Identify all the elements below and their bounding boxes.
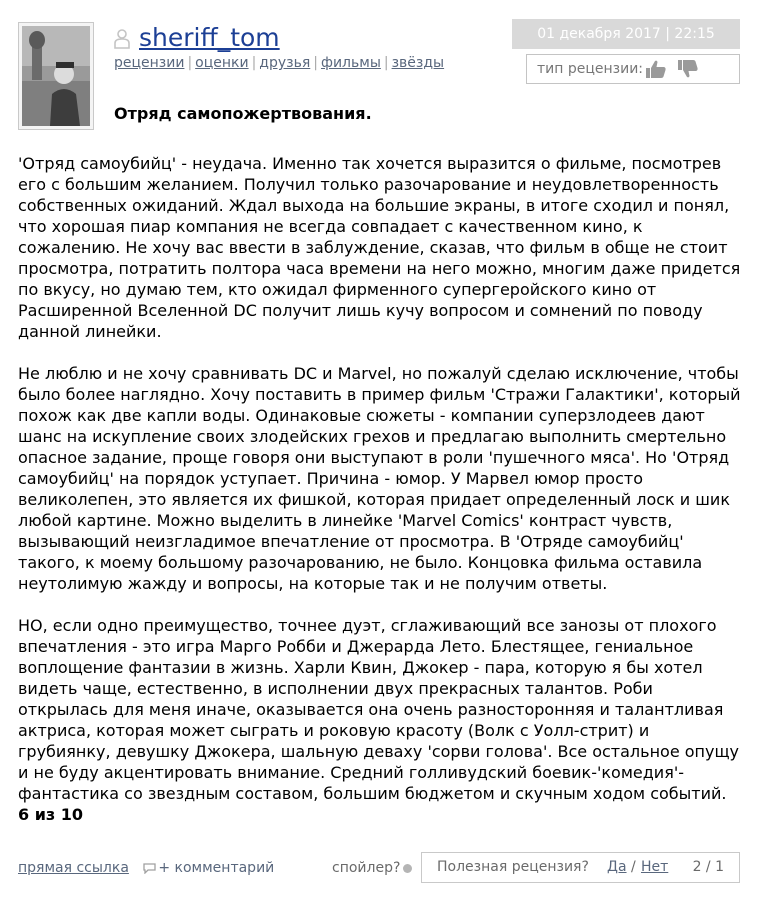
comment-icon (143, 863, 156, 874)
user-link-films[interactable]: фильмы (320, 55, 381, 71)
separator: | (187, 55, 193, 71)
vote-count: 2 / 1 (692, 859, 724, 875)
review-score: 6 из 10 (18, 805, 84, 824)
review-date: 01 декабря 2017 | 22:15 (512, 19, 740, 49)
review-paragraph: НО, если одно преимущество, точнее дуэт, сглаживающий все занозы от плохого впечатления - это игра Марго Робби и Джерарда Лето. Блестящее, гениальное воплощение фантазии в жизнь. Харли Квин, Джокер - пара, которую я бы хотел видеть чаще, естественно, в исполнении двух прекрасных талантов. Роби открылась для меня иначе, оказывается она очень разносторонняя и талантливая актриса, которая может сыграть и роковую красоту (Волк с Уолл-стрит) и грубиянку, девушку Джокера, шальную деваху 'сорви голова'. Все остальное опущу и не буду акцентировать внимание. Средний голливудский боевик-'комедия'-фантастика со звездным составом, большим бюджетом и скучным ходом событий. (18, 616, 740, 803)
thumbs-up-icon[interactable] (645, 59, 667, 79)
separator: | (383, 55, 389, 71)
thumbs-down-icon[interactable] (677, 59, 699, 79)
review-body (18, 153, 743, 825)
review-type-label: тип рецензии: (537, 61, 644, 77)
separator: | (251, 55, 257, 71)
review-footer-links (18, 859, 274, 877)
user-link-reviews[interactable]: рецензии (114, 55, 185, 71)
user-links (114, 54, 444, 72)
add-comment-link[interactable]: + комментарий (158, 860, 275, 876)
vote-separator: / (631, 859, 636, 875)
direct-link[interactable]: прямая ссылка (18, 860, 129, 876)
user-link-stars[interactable]: звёзды (391, 55, 445, 71)
spoiler-toggle[interactable] (332, 859, 412, 877)
useful-review-box (421, 852, 740, 883)
spoiler-dot-icon (403, 864, 412, 873)
review-paragraph: 'Отряд самоубийц' - неудача. Именно так хочется выразится о фильме, посмотрев его с большим желанием. Получил только разочарование и неудовлетворенность собственных ожиданий. Ждал выхода на большие экраны, в итоге сходил и понял, что хорошая пиар компания не всегда совпадает с качественном кино, к сожалению. Не хочу вас ввести в заблуждение, сказав, что фильм в обще не стоит просмотра, потратить полтора часа времени на него можно, многим даже придется по вкусу, но думаю тем, кто ожидал фирменного супергеройского кино от Расширенной Вселенной DC получит лишь кучу вопросом и сомнений по поводу данной линейки. (18, 154, 741, 341)
review-type-box (526, 54, 740, 84)
username-link[interactable]: sheriff_tom (139, 23, 280, 52)
user-link-ratings[interactable]: оценки (195, 55, 249, 71)
review-title: Отряд самопожертвования. (114, 104, 372, 123)
review-paragraph: Не люблю и не хочу сравнивать DC и Marvel, но пожалуй сделаю исключение, чтобы было более наглядно. Хочу поставить в пример фильм 'Стражи Галактики', который похож как две капли воды. Одинаковые сюжеты - компании суперзлодеев дают шанс на искупление своих злодейских грехов и предлагаю выполнить смертельно опасное задание, проще говоря они выступают в роли 'пушечного мяса'. Но 'Отряд самоубийц' на порядок уступает. Причина - юмор. У Марвел юмор просто великолепен, это является их фишкой, которая придает определенный лоск и шик любой картине. Можно выделить в линейке 'Marvel Comics' контраст чувств, вызывающий неизгладимое впечатление от просмотра. В 'Отряде самоубийц' такого, к моему большому разочарованию, не было. Концовка фильма оставила неутолимую жажду и вопросы, на которые так и не получим ответы. (18, 364, 741, 593)
spoiler-label: спойлер? (332, 860, 401, 876)
avatar-image (22, 26, 90, 126)
vote-no-link[interactable]: Нет (641, 859, 669, 875)
user-icon (114, 29, 130, 49)
user-link-friends[interactable]: друзья (259, 55, 311, 71)
separator: | (313, 55, 318, 71)
vote-yes-link[interactable]: Да (607, 859, 627, 875)
avatar[interactable] (18, 22, 94, 130)
useful-question: Полезная рецензия? (437, 859, 589, 875)
